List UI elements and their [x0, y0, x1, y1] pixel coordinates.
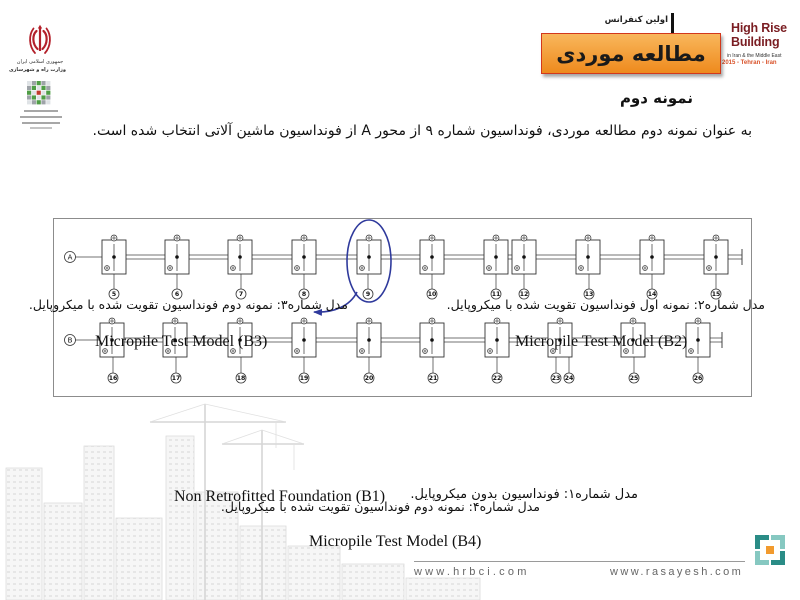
model3-caption-en: Micropile Test Model (B3)	[95, 333, 268, 350]
ministry-caption-line-2: وزارت راه و شهرسازی	[8, 67, 66, 73]
watermark-building	[240, 526, 286, 600]
column-dot	[522, 255, 526, 259]
foundation-block	[484, 235, 508, 274]
logo-grid-cell	[41, 100, 45, 104]
logo-grid-cell	[46, 81, 50, 85]
foundation-number-label: 5	[111, 291, 117, 299]
column-dot	[495, 338, 499, 342]
section-heading: نمونه دوم	[619, 89, 693, 107]
foundation-block	[576, 235, 600, 274]
foundation-block	[686, 318, 710, 357]
logo-grid-cell	[37, 95, 41, 99]
foundation-block	[102, 235, 126, 274]
emblem-inner-right-crescent	[43, 31, 47, 49]
model1-caption-fa: مدل شماره۱: فونداسیون بدون میکروپایل.	[410, 487, 638, 502]
brand-line-2: Building	[731, 35, 780, 49]
watermark-crane-cable	[262, 430, 304, 444]
logo-grid-cell	[27, 95, 31, 99]
logo-grid-cell	[37, 81, 41, 85]
column-dot	[175, 255, 179, 259]
foundation-number-label: 9	[365, 291, 371, 299]
foundation-block	[357, 318, 381, 357]
slide-title-box	[541, 33, 721, 74]
watermark-crane-cable	[222, 430, 262, 444]
column-dot	[714, 255, 718, 259]
iran-emblem-icon	[28, 24, 52, 56]
watermark-building	[116, 518, 162, 600]
logo-grid-cell	[27, 91, 31, 95]
watermark-building	[406, 578, 480, 600]
column-dot	[238, 255, 242, 259]
foundation-block	[165, 235, 189, 274]
logo-grid-cell	[32, 95, 36, 99]
foundation-number-label: 18	[236, 375, 246, 383]
logo-grid-cell	[46, 100, 50, 104]
logo-grid-cell	[32, 86, 36, 90]
model3-caption-fa: مدل شماره۳: نمونه دوم فونداسیون تقویت شده با میکروپایل.	[28, 297, 348, 312]
foundation-block	[512, 235, 536, 274]
foundation-number-label: 23	[551, 375, 561, 383]
model4-caption-fa: مدل شماره۴: نمونه دوم فونداسیون تقویت شده با میکروپایل.	[220, 499, 540, 514]
column-dot	[696, 338, 700, 342]
foundation-block	[704, 235, 728, 274]
foundation-number-label: 26	[693, 375, 703, 383]
logo-grid-cell	[41, 95, 45, 99]
watermark-crane-cable	[205, 404, 286, 422]
foundation-block	[357, 235, 381, 274]
logo-center-square	[766, 546, 774, 554]
logo-grid-cell	[41, 81, 45, 85]
model2-caption-fa: مدل شماره۲: نمونه اول فونداسیون تقویت شده با میکروپایل.	[446, 297, 765, 312]
foundation-number-label: 14	[647, 291, 657, 299]
conference-prefix: اولین کنفرانس	[604, 15, 668, 25]
logo-grid-cell	[27, 100, 31, 104]
foundation-block	[485, 318, 509, 357]
foundation-block	[420, 318, 444, 357]
model4-caption-en: Micropile Test Model (B4)	[309, 533, 482, 550]
foundation-number-label: 7	[238, 291, 244, 299]
column-dot	[367, 255, 371, 259]
foundation-block	[228, 235, 252, 274]
logo-grid-cell	[37, 100, 41, 104]
foundation-number-label: 13	[584, 291, 594, 299]
logo-grid-cell	[46, 86, 50, 90]
foundation-block	[292, 235, 316, 274]
logo-grid-cell	[37, 86, 41, 90]
rasayesh-logo-icon	[753, 533, 787, 567]
column-dot	[302, 255, 306, 259]
column-dot	[650, 255, 654, 259]
logo-grid-cell	[41, 86, 45, 90]
logo-grid-cell	[46, 91, 50, 95]
foundation-block	[292, 318, 316, 357]
watermark-crane-cable	[150, 404, 205, 422]
logo-grid-cell	[32, 81, 36, 85]
research-center-caption-lines	[16, 108, 64, 130]
logo-grid-cell	[46, 95, 50, 99]
foundation-number-label: 25	[629, 375, 639, 383]
foundation-number-label: 17	[171, 375, 181, 383]
logo-grid-cell	[37, 91, 41, 95]
column-dot	[430, 338, 434, 342]
axis-row-a	[65, 235, 743, 299]
foundation-number-label: 19	[299, 375, 309, 383]
foundation-number-label: 22	[492, 375, 502, 383]
brand-line-1: High Rise	[731, 21, 787, 35]
foundation-number-label: 20	[364, 375, 374, 383]
column-dot	[430, 255, 434, 259]
foundation-number-label: 16	[108, 375, 118, 383]
footer-website-rasayesh: www.rasayesh.com	[610, 566, 744, 578]
slide-title: مطالعه موردی	[556, 41, 706, 66]
column-dot	[302, 338, 306, 342]
column-dot	[586, 255, 590, 259]
logo-grid-cell	[41, 91, 45, 95]
emblem-inner-left-crescent	[33, 31, 37, 49]
ministry-caption-line-1: جمهوری اسلامی ایران	[16, 59, 64, 65]
grid-axis-label: B	[67, 336, 73, 345]
model1-caption-en: Non Retrofitted Foundation (B1)	[174, 488, 386, 505]
column-dot	[494, 255, 498, 259]
foundation-block	[640, 235, 664, 274]
foundation-number-label: 11	[491, 291, 501, 299]
watermark-building	[6, 468, 42, 600]
foundation-number-label: 10	[427, 291, 437, 299]
foundation-number-label: 12	[519, 291, 529, 299]
footer-website-hrbci: www.hrbci.com	[414, 566, 530, 578]
logo-grid-cell	[27, 81, 31, 85]
brand-date-location: 2015 - Tehran - Iran	[722, 60, 777, 66]
watermark-building	[84, 446, 114, 600]
foundation-number-label: 6	[174, 291, 180, 299]
brand-subtitle: in Iran & the Middle East	[727, 53, 782, 59]
foundation-number-label: 21	[428, 375, 438, 383]
watermark-building	[44, 503, 82, 600]
logo-grid-cell	[32, 91, 36, 95]
column-dot	[112, 255, 116, 259]
logo-grid-cell	[27, 86, 31, 90]
research-center-logo-icon	[27, 81, 51, 105]
watermark-building	[166, 436, 194, 600]
watermark-building	[342, 564, 404, 600]
model2-caption-en: Micropile Test Model (B2)	[515, 333, 688, 350]
foundation-number-label: 8	[301, 291, 307, 299]
foundation-number-label: 15	[711, 291, 721, 299]
foundation-block	[420, 235, 444, 274]
foundation-number-label: 24	[564, 375, 574, 383]
grid-axis-label: A	[67, 253, 73, 262]
logo-grid-cell	[32, 100, 36, 104]
emblem-tip	[38, 25, 42, 29]
column-dot	[367, 338, 371, 342]
footer-divider	[414, 561, 745, 562]
intro-paragraph: به عنوان نمونه دوم مطالعه موردی، فونداسیون شماره ۹ از محور A از فونداسیون ماشین آلاتی انتخاب شده است.	[92, 123, 752, 139]
watermark-building	[288, 546, 340, 600]
